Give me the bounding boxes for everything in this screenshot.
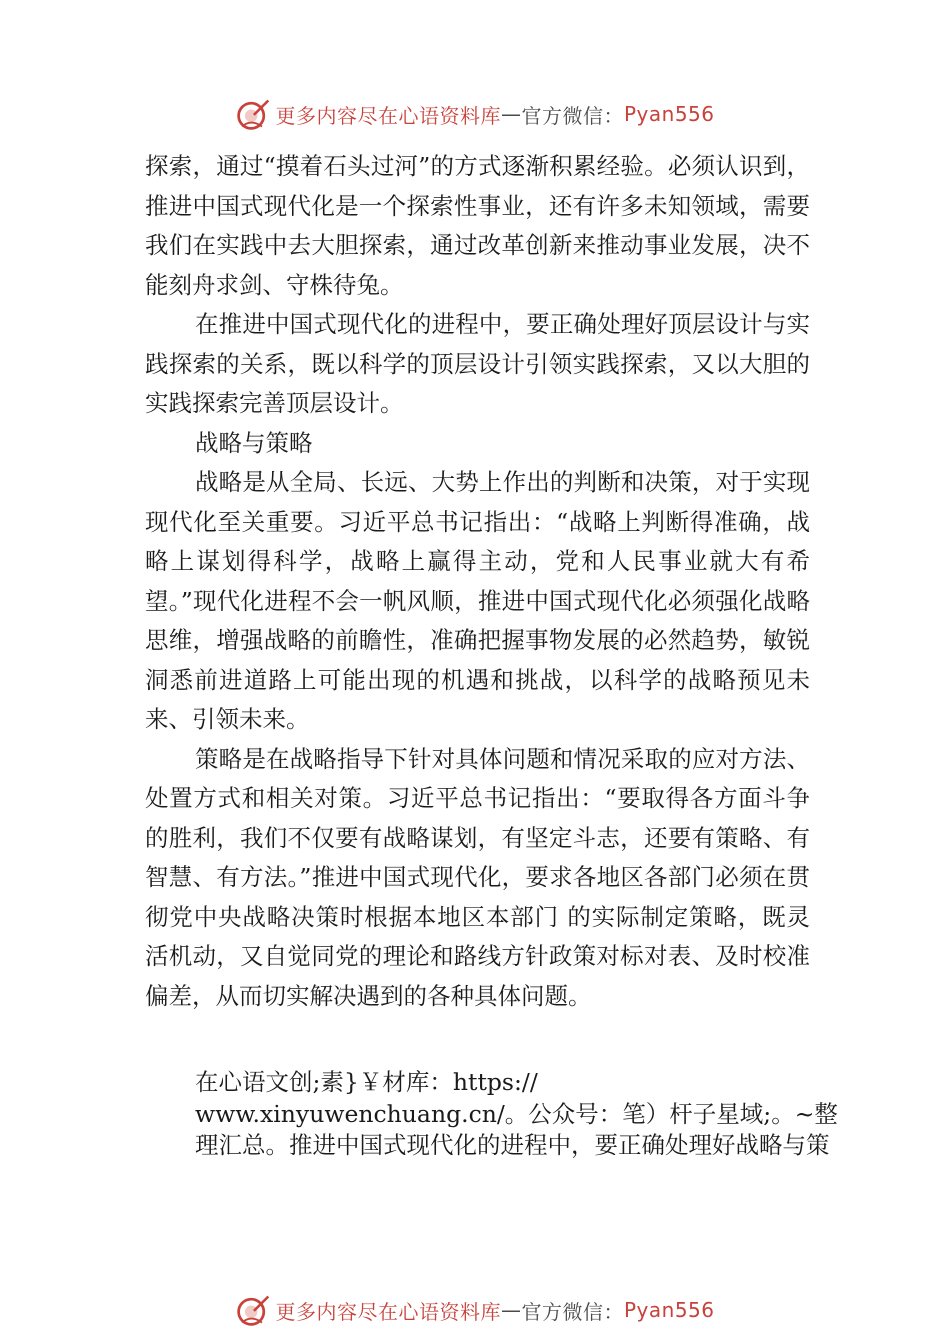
watermark-dash: — [500,1298,522,1322]
paragraph: 探索，通过“摸着石头过河”的方式逐渐积累经验。必须认识到，推进中国式现代化是一个探索性事业，还有许多未知领域，需要我们在实践中去大胆探索，通过改革创新来推动事业发展，决不能刻舟求剑、守株待兔。 [145,152,810,299]
source-note-line: 在心语文创;素}￥材库：https:// [195,1068,538,1096]
section-heading: 战略与策略 [195,428,313,457]
watermark-banner-bottom [0,1290,950,1330]
watermark-site-text: 更多内容尽在心语资料库 [275,103,501,128]
watermark-wechat-id: Pyan556 [623,102,715,126]
watermark-site-text: 更多内容尽在心语资料库 [275,1299,501,1324]
source-note [195,1067,845,1162]
watermark-banner-top [0,94,950,134]
source-note-line: www.xinyuwenchuang.cn/。公众号：笔）杆子星域;。~整理汇总。推进中国式现代化的进程中，要正确处理好战略与策 [195,1099,838,1159]
pen-logo-icon [235,1292,271,1328]
paragraph: 战略是从全局、长远、大势上作出的判断和决策，对于实现现代化至关重要。习近平总书记指出：“战略上判断得准确，战略上谋划得科学，战略上赢得主动，党和人民事业就大有希望。”现代化进程不会一帆风顺，推进中国式现代化必须强化战略思维，增强战略的前瞻性，准确把握事物发展的必然趋势，敏锐洞悉前进道路上可能出现的机遇和挑战，以科学的战略预见未来、引领未来。 [145,468,810,733]
watermark-dash: — [500,102,522,126]
paragraph: 在推进中国式现代化的进程中，要正确处理好顶层设计与实践探索的关系，既以科学的顶层设计引领实践探索，又以大胆的实践探索完善顶层设计。 [145,310,810,417]
paragraph: 策略是在战略指导下针对具体问题和情况采取的应对方法、处置方式和相关对策。习近平总书记指出：“要取得各方面斗争的胜利，我们不仅要有战略谋划，有坚定斗志，还要有策略、有智慧、有方法。”推进中国式现代化，要求各地区各部门必须在贯彻党中央战略决策时根据本地区本部门 的实际制定策略，既灵活机动，又自觉同党的理论和路线方针政策对标对表、及时校准偏差，从而切实解决遇到的各种具体问题。 [145,744,810,1010]
watermark-wechat-label: 官方微信： [521,1299,624,1324]
document-body [145,147,810,1016]
watermark-wechat-label: 官方微信： [521,103,624,128]
watermark-wechat-id: Pyan556 [623,1298,715,1322]
pen-logo-icon [235,96,271,132]
